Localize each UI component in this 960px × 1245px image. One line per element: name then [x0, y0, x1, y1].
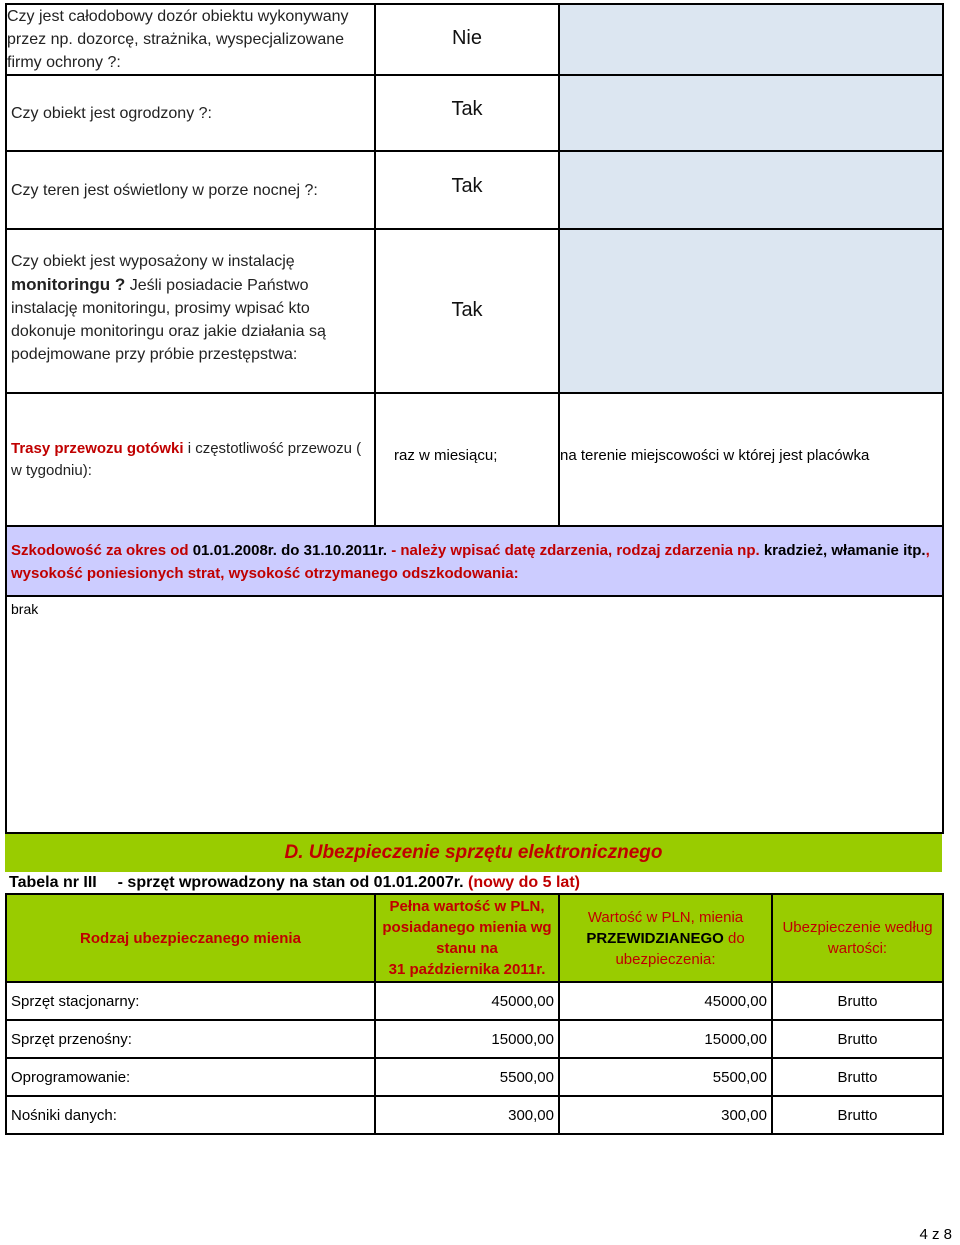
notes-monitoring[interactable] [559, 229, 943, 393]
row-damages-header [6, 526, 943, 596]
row-damages-value [6, 596, 943, 833]
table3-label: Tabela nr III [9, 874, 97, 891]
damages-value-cell[interactable] [6, 596, 943, 833]
page-number: 4 z 8 [919, 1226, 952, 1243]
transport-label-cell [6, 393, 375, 526]
row-insured-value[interactable]: 45000,00 [559, 982, 772, 1020]
row-full-value[interactable]: 300,00 [375, 1096, 559, 1134]
question-fence: Czy obiekt jest ogrodzony ?: [11, 104, 212, 122]
row-insured-value[interactable]: 15000,00 [559, 1020, 772, 1058]
row-full-value[interactable]: 15000,00 [375, 1020, 559, 1058]
damages-header-red3: , wysokość poniesionych strat, wysokość otrzymanego odszkodowania: [11, 542, 930, 582]
equipment-table-header [6, 894, 943, 982]
row-name: Sprzęt stacjonarny: [6, 982, 375, 1020]
row-transport [6, 393, 943, 526]
damages-header-black2: kradzież, włamanie itp. [763, 542, 926, 559]
row-insured-value[interactable]: 300,00 [559, 1096, 772, 1134]
col-header-full-line2: posiadanego mienia wg [382, 919, 552, 936]
answer-fence: Tak [451, 97, 483, 120]
answer-monitoring-cell[interactable] [375, 229, 559, 393]
col-header-basis [772, 894, 943, 982]
row-insured-value[interactable]: 5500,00 [559, 1058, 772, 1096]
table-row [6, 1020, 943, 1058]
row-fence [6, 75, 943, 151]
question-guard: Czy jest całodobowy dozór obiektu wykonywany przez np. dozorcę, strażnika, wyspecjalizowane firmy ochrony ?: [6, 4, 375, 75]
table-row [6, 1096, 943, 1134]
transport-label [7, 394, 374, 525]
damages-header [7, 527, 942, 585]
row-name: Sprzęt przenośny: [6, 1020, 375, 1058]
transport-frequency: raz w miesiącu; [394, 447, 498, 464]
question-monitoring-bold: monitoringu ? [11, 275, 126, 294]
answer-fence-cell[interactable] [375, 75, 559, 151]
col-header-insured-line2: do [727, 929, 745, 947]
row-lighting [6, 151, 943, 229]
answer-lighting: Tak [451, 174, 483, 197]
question-monitoring-part2: Jeśli posiadacie Państwo instalację monitoringu, prosimy wpisać kto dokonuje monitoringu oraz jakie działania są podejmowane przy próbie przestępstwa: [11, 277, 326, 363]
section-d-title-bar [5, 834, 942, 872]
row-basis[interactable]: Brutto [772, 982, 943, 1020]
col-header-basis-line1: Ubezpieczenie według [782, 919, 933, 936]
table-row [6, 982, 943, 1020]
damages-value: brak [11, 601, 39, 617]
col-header-insured-line3: ubezpieczenia: [615, 950, 716, 968]
damages-header-red2: - należy wpisać datę zdarzenia, rodzaj zdarzenia np. [391, 542, 760, 559]
transport-route: na terenie miejscowości w której jest placówka [560, 447, 870, 464]
col-header-full-line3: stanu na [436, 940, 498, 957]
notes-lighting[interactable] [559, 151, 943, 229]
question-fence-cell [6, 75, 375, 151]
row-monitoring [6, 229, 943, 393]
row-full-value[interactable]: 45000,00 [375, 982, 559, 1020]
col-header-insured-value [559, 894, 772, 982]
answer-guard-cell[interactable] [375, 4, 559, 75]
transport-label-red: Trasy przewozu gotówki [11, 439, 184, 457]
question-lighting-cell [6, 151, 375, 229]
row-full-value[interactable]: 5500,00 [375, 1058, 559, 1096]
transport-frequency-cell[interactable] [375, 393, 559, 526]
table3-caption [9, 874, 939, 894]
question-lighting: Czy teren jest oświetlony w porze nocnej ?: [11, 181, 318, 199]
transport-route-cell[interactable] [559, 393, 943, 526]
table-row [6, 1058, 943, 1096]
transport-label-rest: i częstotliwość przewozu ( w tygodniu): [11, 439, 362, 479]
question-monitoring [7, 230, 374, 370]
equipment-table [5, 893, 944, 1135]
col-header-full-value [375, 894, 559, 982]
damages-header-red1: Szkodowość za okres od [11, 542, 189, 559]
answer-lighting-cell[interactable] [375, 151, 559, 229]
table3-desc: - sprzęt wprowadzony na stan od 01.01.2007r. [117, 874, 464, 891]
row-name: Oprogramowanie: [6, 1058, 375, 1096]
row-name: Nośniki danych: [6, 1096, 375, 1134]
damages-header-black1: 01.01.2008r. do 31.10.2011r. [192, 542, 388, 559]
col-header-basis-line2: wartości: [827, 940, 888, 957]
table3-note: (nowy do 5 lat) [467, 874, 580, 891]
row-basis[interactable]: Brutto [772, 1058, 943, 1096]
col-header-full-line1: Pełna wartość w PLN, [389, 898, 545, 915]
col-header-insured-bold: PRZEWIDZIANEGO [586, 929, 724, 947]
question-monitoring-cell [6, 229, 375, 393]
row-guard [6, 4, 943, 75]
col-header-insured-line1: Wartość w PLN, mienia [587, 908, 744, 926]
notes-guard[interactable] [559, 4, 943, 75]
damages-header-cell [6, 526, 943, 596]
col-header-type-text: Rodzaj ubezpieczanego mienia [80, 929, 301, 947]
row-basis[interactable]: Brutto [772, 1020, 943, 1058]
col-header-full-date: 31 października 2011r. [388, 961, 546, 978]
answer-monitoring: Tak [451, 298, 483, 321]
questionnaire-table [5, 3, 944, 834]
notes-fence[interactable] [559, 75, 943, 151]
row-basis[interactable]: Brutto [772, 1096, 943, 1134]
section-d-title: D. Ubezpieczenie sprzętu elektronicznego [284, 842, 663, 863]
answer-guard: Nie [451, 26, 482, 49]
col-header-type [6, 894, 375, 982]
question-monitoring-part1: Czy obiekt jest wyposażony w instalację [11, 253, 295, 270]
